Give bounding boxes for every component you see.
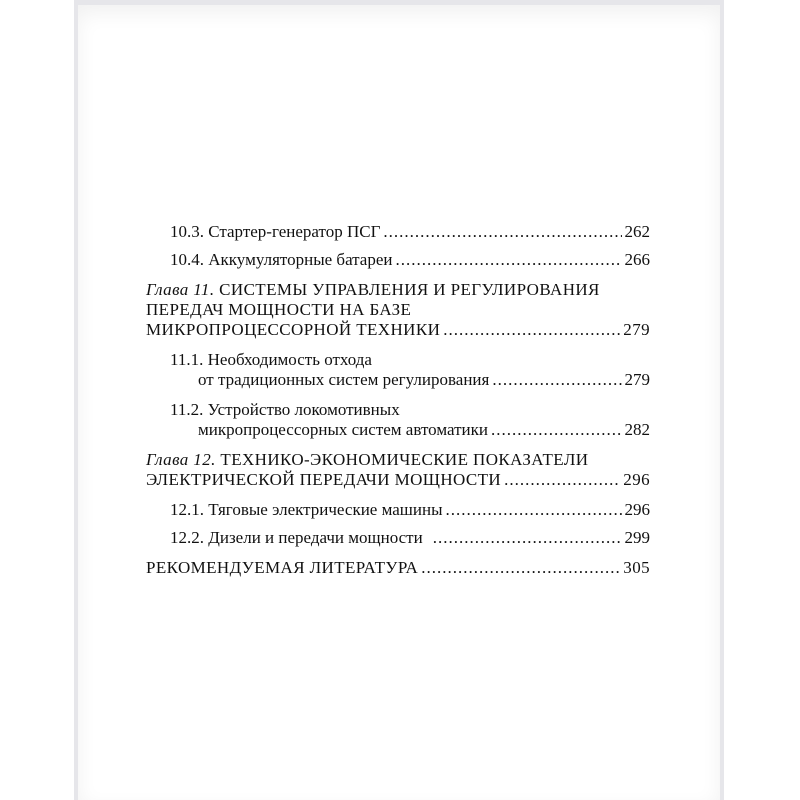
page-number: 296 — [623, 470, 650, 489]
entry-label-cont: микропроцессорных систем автоматики — [198, 420, 488, 439]
dot-leader — [504, 470, 620, 490]
page-number: 282 — [624, 420, 650, 439]
chapter-prefix: Глава 12. — [146, 450, 216, 469]
entry-line — [146, 420, 650, 440]
chapter-prefix: Глава 11. — [146, 280, 215, 299]
chapter-title: СИСТЕМЫ УПРАВЛЕНИЯ И РЕГУЛИРОВАНИЯ — [219, 280, 600, 299]
entry-label-cont: от традиционных систем регулирования — [198, 370, 490, 389]
page-number: 262 — [624, 222, 650, 241]
dot-leader — [396, 250, 622, 270]
table-of-contents — [146, 222, 650, 578]
entry-label: 11.2. Устройство локомотивных — [170, 400, 400, 419]
dot-leader — [446, 500, 622, 520]
chapter-title-line — [146, 450, 650, 470]
dot-leader — [491, 420, 622, 440]
chapter-title: ЭЛЕКТРИЧЕСКОЙ ПЕРЕДАЧИ МОЩНОСТИ — [146, 470, 502, 489]
page-number: 299 — [624, 528, 650, 547]
entry-label: 12.2. Дизели и передачи мощности — [170, 528, 423, 547]
toc-entry-12-1[interactable] — [146, 500, 650, 520]
chapter-title-line — [146, 280, 650, 300]
toc-entry-12-2[interactable] — [146, 528, 650, 548]
toc-chapter-12[interactable] — [146, 450, 650, 490]
literature-title: РЕКОМЕНДУЕМАЯ ЛИТЕРАТУРА — [146, 558, 419, 577]
dot-leader — [492, 370, 621, 390]
dot-leader — [383, 222, 621, 242]
chapter-title-line — [146, 470, 650, 490]
chapter-title: ТЕХНИКО-ЭКОНОМИЧЕСКИЕ ПОКАЗАТЕЛИ — [220, 450, 589, 469]
toc-entry-10-3[interactable] — [146, 222, 650, 242]
toc-entry-11-2[interactable] — [146, 400, 650, 440]
dot-leader — [421, 558, 620, 578]
page-number: 266 — [624, 250, 650, 269]
toc-entry-11-1[interactable] — [146, 350, 650, 390]
chapter-title: МИКРОПРОЦЕССОРНОЙ ТЕХНИКИ — [146, 320, 441, 339]
toc-chapter-11[interactable] — [146, 280, 650, 340]
page-number: 296 — [624, 500, 650, 519]
page-number: 305 — [623, 558, 650, 577]
dot-leader — [433, 528, 622, 548]
entry-label: 10.4. Аккумуляторные батареи — [170, 250, 393, 269]
chapter-title-line: ПЕРЕДАЧ МОЩНОСТИ НА БАЗЕ — [146, 300, 412, 319]
toc-literature[interactable] — [146, 558, 650, 578]
chapter-title-line — [146, 320, 650, 340]
toc-entry-10-4[interactable] — [146, 250, 650, 270]
entry-line — [146, 370, 650, 390]
entry-label: 10.3. Стартер-генератор ПСГ — [170, 222, 381, 241]
entry-label: 11.1. Необходимость отхода — [170, 350, 372, 369]
page-number: 279 — [623, 320, 650, 339]
dot-leader — [443, 320, 620, 340]
page-number: 279 — [624, 370, 650, 389]
entry-label: 12.1. Тяговые электрические машины — [170, 500, 443, 519]
